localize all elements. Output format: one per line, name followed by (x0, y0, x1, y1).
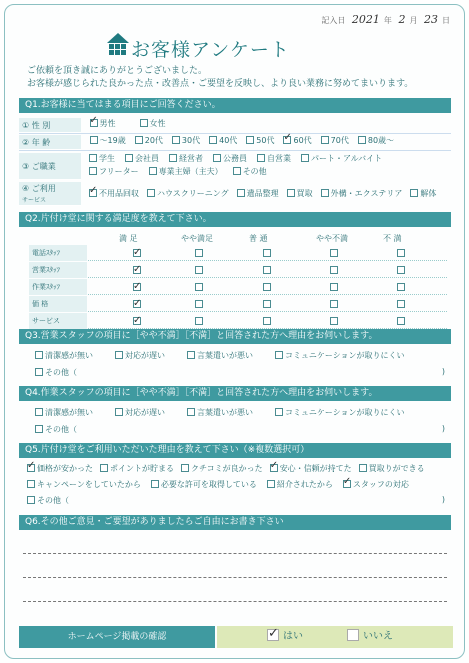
q2-row (29, 245, 447, 261)
option-label: 買取りができる (368, 464, 425, 473)
job-options-row1 (89, 153, 392, 164)
option-item[interactable] (213, 154, 247, 163)
rating-checkbox[interactable] (263, 317, 271, 325)
q3-heading: Q3.営業スタッフの項目に［やや不満］［不満］と回答された方へ理由をお伺いします。 (19, 329, 451, 344)
month-handwritten: 2 (398, 13, 406, 26)
option-item[interactable] (275, 408, 405, 417)
checkbox[interactable] (321, 189, 329, 197)
option-label: キャンペーンをしていたから (37, 480, 141, 489)
checkbox[interactable] (172, 136, 180, 144)
checkbox[interactable] (237, 189, 245, 197)
option-label: 女性 (149, 119, 166, 128)
option-label: コミュニケーションが取りにくい (285, 408, 405, 417)
option-item[interactable] (246, 136, 274, 145)
page-title: お客様アンケート (131, 39, 290, 61)
option-label: その他 (242, 167, 267, 176)
checkbox[interactable] (115, 351, 123, 359)
q4-options (35, 407, 427, 418)
q4-other-row: その他（ ) (35, 424, 445, 435)
option-label: 価格が安かった (37, 464, 93, 473)
q2-column-header: やや不満 (316, 234, 348, 243)
q4-heading: Q4.作業スタッフの項目に［やや不満］［不満］と回答された方へ理由をお伺いします。 (19, 386, 451, 401)
option-label: 清潔感が無い (45, 351, 93, 360)
q1-gender-row: ① 性 別 ✓ 男性 女性 (19, 118, 451, 134)
option-label: 清潔感が無い (45, 408, 93, 417)
option-label: 不用品回収 (99, 189, 139, 198)
q2-row-label: 価 格 (29, 296, 87, 312)
q2-row-label: 作業ｽﾀｯﾌ (29, 279, 87, 295)
option-item[interactable] (27, 480, 141, 489)
checkbox[interactable] (209, 136, 217, 144)
q1-job-row: ③ ご職業 学生 会社員 経営者 公務員 自営業 パート・アルバイト フリーター 専業主婦（主夫） その他 (19, 153, 451, 180)
rating-checkbox[interactable] (330, 317, 338, 325)
checkbox[interactable] (287, 189, 295, 197)
q2-row (29, 262, 447, 278)
checkbox[interactable] (410, 189, 418, 197)
option-label: フリーター (99, 167, 139, 176)
option-item[interactable] (181, 464, 263, 473)
checkbox[interactable] (343, 480, 351, 488)
option-item[interactable] (283, 136, 311, 145)
yes-checkbox[interactable] (267, 629, 279, 641)
option-label: その他（ (37, 496, 69, 505)
option-label: 遺品整理 (246, 189, 279, 198)
checkbox[interactable] (35, 408, 43, 416)
q3-options (35, 350, 427, 361)
option-label: ～19歳 (99, 136, 126, 145)
option-label: 公務員 (223, 154, 247, 163)
q2-row-label: サービス (29, 313, 87, 329)
q2-row (29, 313, 447, 329)
checkbox[interactable] (358, 136, 366, 144)
checkbox[interactable] (149, 167, 157, 175)
option-item[interactable] (343, 480, 409, 489)
checkbox[interactable] (89, 189, 97, 197)
rating-checkbox[interactable] (133, 283, 141, 291)
option-item[interactable] (172, 136, 200, 145)
q3-other-row: その他（ ) (35, 367, 445, 378)
option-label: 30代 (181, 136, 201, 145)
option-label: 学生 (99, 154, 115, 163)
checkbox[interactable] (35, 351, 43, 359)
checkbox[interactable] (270, 464, 278, 472)
rating-checkbox[interactable] (133, 317, 141, 325)
checkbox[interactable] (135, 136, 143, 144)
option-label: スタッフの対応 (352, 480, 409, 489)
option-item[interactable] (149, 167, 223, 176)
option-item[interactable] (27, 496, 69, 505)
option-item[interactable] (359, 464, 425, 473)
option-label: 紹介されたから (276, 480, 333, 489)
q2-row (29, 296, 447, 312)
checkbox[interactable] (267, 480, 275, 488)
rating-checkbox[interactable] (330, 283, 338, 291)
option-item[interactable] (35, 351, 93, 360)
q2-column-header: 不 満 (383, 234, 402, 243)
option-item[interactable] (209, 136, 237, 145)
option-item[interactable] (140, 119, 166, 128)
rating-checkbox[interactable] (195, 300, 203, 308)
q6-heading: Q6.その他ご意見・ご要望がありましたらご自由にお書き下さい (19, 515, 451, 530)
house-grid-icon (105, 31, 131, 57)
checkbox[interactable] (283, 136, 291, 144)
rating-checkbox[interactable] (397, 300, 405, 308)
q1-age-row: ② 年 齢 ～19歳 20代 30代 40代 50代✓ 60代 70代 80歳～ (19, 135, 451, 151)
checkbox[interactable] (140, 119, 148, 127)
q2-row-label: 営業ｽﾀｯﾌ (29, 262, 87, 278)
option-label: 40代 (219, 136, 238, 145)
option-label: 20代 (144, 136, 163, 145)
option-label: 外構・エクステリア (330, 189, 403, 198)
checkbox[interactable] (90, 119, 98, 127)
rating-checkbox[interactable] (263, 283, 271, 291)
option-label: 60代 (293, 136, 312, 145)
option-label: 対応が遅い (125, 351, 165, 360)
checkbox[interactable] (233, 167, 241, 175)
service-options (89, 188, 444, 199)
checkbox[interactable] (321, 136, 329, 144)
checkbox[interactable] (187, 351, 195, 359)
option-label: 経営者 (179, 154, 203, 163)
rating-checkbox[interactable] (195, 249, 203, 257)
option-item[interactable] (35, 408, 93, 417)
option-label: その他（ (45, 368, 77, 377)
option-item[interactable] (89, 189, 139, 198)
rating-checkbox[interactable] (195, 317, 203, 325)
option-item[interactable] (287, 189, 313, 198)
age-options (90, 136, 404, 145)
survey-sheet (4, 4, 465, 659)
checkbox[interactable] (275, 408, 283, 416)
option-label: 専業主婦（主夫） (158, 167, 223, 176)
comment-line (23, 577, 447, 578)
q2-column-header: 普 通 (249, 234, 268, 243)
q2-column-header: やや満足 (181, 234, 213, 243)
checkbox[interactable] (100, 464, 108, 472)
option-label: ハウスクリーニング (157, 189, 229, 198)
rating-checkbox[interactable] (330, 249, 338, 257)
rating-checkbox[interactable] (133, 249, 141, 257)
rating-checkbox[interactable] (263, 300, 271, 308)
checkbox[interactable] (275, 351, 283, 359)
option-item[interactable] (89, 167, 139, 176)
q5-options-row1 (27, 463, 432, 474)
checkbox[interactable] (125, 154, 133, 162)
checkbox[interactable] (115, 408, 123, 416)
checkbox[interactable] (90, 136, 98, 144)
q1-service-row: ④ ご利用 サービス ✓不用品回収 ハウスクリーニング 遺品整理 買取 外構・エクステリア 解体 (19, 182, 451, 206)
option-item[interactable] (115, 408, 165, 417)
option-label: 70代 (330, 136, 349, 145)
checkbox[interactable] (257, 154, 265, 162)
option-item[interactable] (267, 480, 333, 489)
q5-options-row2 (27, 479, 419, 490)
option-label: 言葉遣いが悪い (197, 351, 253, 360)
checkbox[interactable] (181, 464, 189, 472)
option-label: 対応が遅い (125, 408, 165, 417)
option-item[interactable] (35, 425, 77, 434)
rating-checkbox[interactable] (263, 266, 271, 274)
job-options-row2 (89, 166, 277, 177)
option-item[interactable] (275, 351, 405, 360)
option-item[interactable] (321, 136, 349, 145)
rating-checkbox[interactable] (397, 283, 405, 291)
consent-yes[interactable]: ✓ はい (267, 626, 303, 648)
rating-checkbox[interactable] (133, 266, 141, 274)
option-item[interactable] (90, 136, 126, 145)
rating-checkbox[interactable] (397, 249, 405, 257)
option-label: 安心・信頼が持てた (279, 464, 352, 473)
rating-checkbox[interactable] (397, 317, 405, 325)
option-item[interactable] (169, 154, 203, 163)
checkbox[interactable] (27, 496, 35, 504)
option-label: クチコミが良かった (191, 464, 263, 473)
checkbox[interactable] (359, 464, 367, 472)
checkbox[interactable] (27, 464, 35, 472)
hp-consent-answers (217, 626, 453, 648)
option-label: パート・アルバイト (311, 154, 383, 163)
checkbox[interactable] (169, 154, 177, 162)
option-item[interactable] (100, 464, 174, 473)
q2-row (29, 279, 447, 295)
option-item[interactable] (187, 351, 253, 360)
checkbox[interactable] (151, 480, 159, 488)
option-item[interactable] (257, 154, 291, 163)
option-item[interactable] (151, 480, 257, 489)
q2-heading: Q2.片付け堂に関する満足度を教えて下さい。 (19, 212, 451, 227)
q5-heading: Q5.片付け堂をご利用いただいた理由を教えて下さい（※複数選択可） (19, 443, 451, 458)
option-label: 50代 (256, 136, 275, 145)
option-label: 解体 (420, 189, 437, 198)
consent-no[interactable]: いいえ (347, 626, 393, 648)
option-item[interactable] (270, 464, 352, 473)
option-label: ポイントが貯まる (110, 464, 174, 473)
checkbox[interactable] (35, 368, 43, 376)
option-label: 男性 (99, 119, 116, 128)
no-checkbox[interactable] (347, 629, 359, 641)
hp-consent-label: ホームページ掲載の確認 (19, 626, 215, 648)
option-item[interactable] (237, 189, 279, 198)
option-item[interactable] (115, 351, 165, 360)
option-item[interactable] (27, 464, 93, 473)
checkbox[interactable] (27, 480, 35, 488)
intro-text: ご依頼を頂き誠にありがとうございました。 お客様が感じられた良かった点・改善点・ご要望を反映し、より良い業務に努めてまいります。 (27, 66, 414, 89)
q5-other-row: その他（ ) (27, 495, 445, 506)
checkbox[interactable] (213, 154, 221, 162)
checkbox[interactable] (89, 167, 97, 175)
option-label: 自営業 (267, 154, 291, 163)
option-item[interactable] (410, 189, 436, 198)
rating-checkbox[interactable] (133, 300, 141, 308)
option-item[interactable] (90, 119, 116, 128)
option-item[interactable] (321, 189, 403, 198)
checkbox[interactable] (246, 136, 254, 144)
option-item[interactable] (125, 154, 159, 163)
checkbox[interactable] (147, 189, 155, 197)
q2-column-header: 満 足 (119, 234, 138, 243)
checkbox[interactable] (35, 425, 43, 433)
option-item[interactable] (135, 136, 163, 145)
rating-checkbox[interactable] (330, 300, 338, 308)
option-item[interactable] (147, 189, 229, 198)
option-label: 買取 (296, 189, 313, 198)
checkbox[interactable] (89, 154, 97, 162)
day-handwritten: 23 (424, 13, 438, 26)
comment-line (23, 553, 447, 554)
q1-heading: Q1.お客様に当てはまる項目にご回答ください。 (19, 98, 451, 113)
rating-checkbox[interactable] (195, 266, 203, 274)
date-line: 記入日 2021 年 2 月 23 日 (321, 13, 450, 26)
option-item[interactable] (233, 167, 267, 176)
option-label: コミュニケーションが取りにくい (285, 351, 405, 360)
checkbox[interactable] (187, 408, 195, 416)
comment-line (23, 601, 447, 602)
option-item[interactable] (301, 154, 382, 163)
rating-checkbox[interactable] (195, 283, 203, 291)
option-label: 会社員 (135, 154, 159, 163)
option-label: 必要な許可を取得している (160, 480, 257, 489)
gender-options (90, 119, 190, 128)
option-item[interactable] (358, 136, 394, 145)
rating-checkbox[interactable] (263, 249, 271, 257)
q2-row-label: 電話ｽﾀｯﾌ (29, 245, 87, 261)
rating-checkbox[interactable] (330, 266, 338, 274)
rating-checkbox[interactable] (397, 266, 405, 274)
option-label: その他（ (45, 425, 77, 434)
checkbox[interactable] (301, 154, 309, 162)
year-handwritten: 2021 (351, 13, 380, 26)
option-item[interactable] (89, 154, 115, 163)
option-label: 言葉遣いが悪い (197, 408, 253, 417)
option-label: 80歳～ (367, 136, 395, 145)
option-item[interactable] (35, 368, 77, 377)
option-item[interactable] (187, 408, 253, 417)
